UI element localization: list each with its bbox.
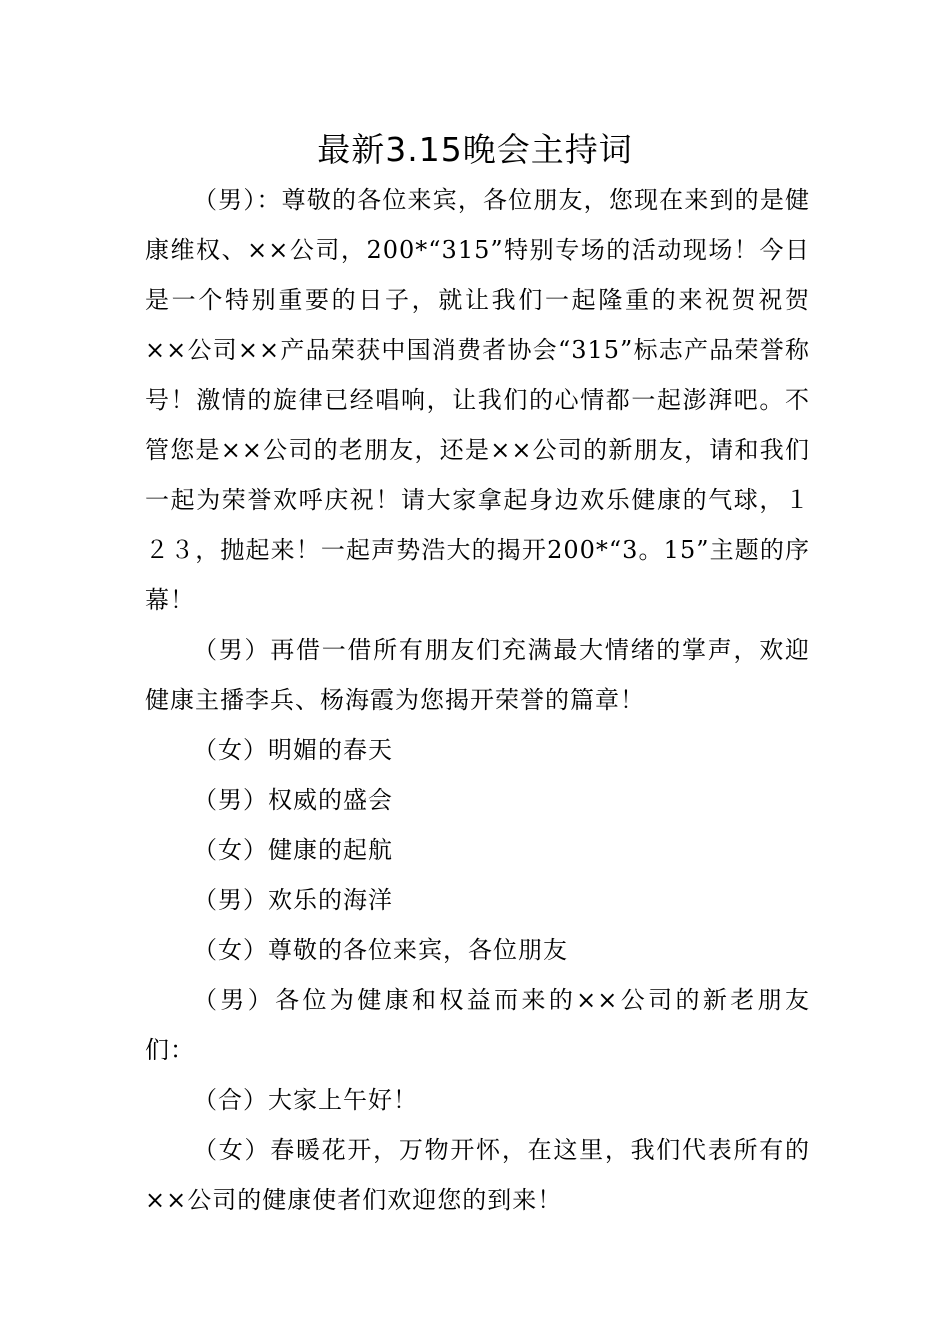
paragraph-3: （女）明媚的春天 [193, 736, 393, 764]
paragraph-10: （女）春暖花开，万物开怀，在这里，我们代表所有的××公司的健康使者们欢迎您的到来！ [145, 1136, 810, 1214]
paragraph-9: （合）大家上午好！ [193, 1086, 418, 1114]
paragraph-8: （男）各位为健康和权益而来的××公司的新老朋友们： [145, 986, 810, 1064]
document-body [145, 175, 810, 1225]
paragraph-4: （男）权威的盛会 [193, 786, 393, 814]
paragraph-1: （男）：尊敬的各位来宾，各位朋友，您现在来到的是健康维权、××公司，200*“315”特别专场的活动现场！今日是一个特别重要的日子，就让我们一起隆重的来祝贺祝贺××公司××产品荣获中国消费者协会“315”标志产品荣誉称号！激情的旋律已经唱响，让我们的心情都一起澎湃吧。不管您是××公司的老朋友，还是××公司的新朋友，请和我们一起为荣誉欢呼庆祝！请大家拿起身边欢乐健康的气球，１２３，抛起来！一起声势浩大的揭开200*“3。15”主题的序幕！ [145, 186, 810, 614]
paragraph-7: （女）尊敬的各位来宾，各位朋友 [193, 936, 568, 964]
paragraph-5: （女）健康的起航 [193, 836, 393, 864]
paragraph-2: （男）再借一借所有朋友们充满最大情绪的掌声，欢迎健康主播李兵、杨海霞为您揭开荣誉的篇章！ [145, 636, 810, 714]
document-title: 最新3.15晚会主持词 [317, 130, 633, 169]
paragraph-6: （男）欢乐的海洋 [193, 886, 393, 914]
